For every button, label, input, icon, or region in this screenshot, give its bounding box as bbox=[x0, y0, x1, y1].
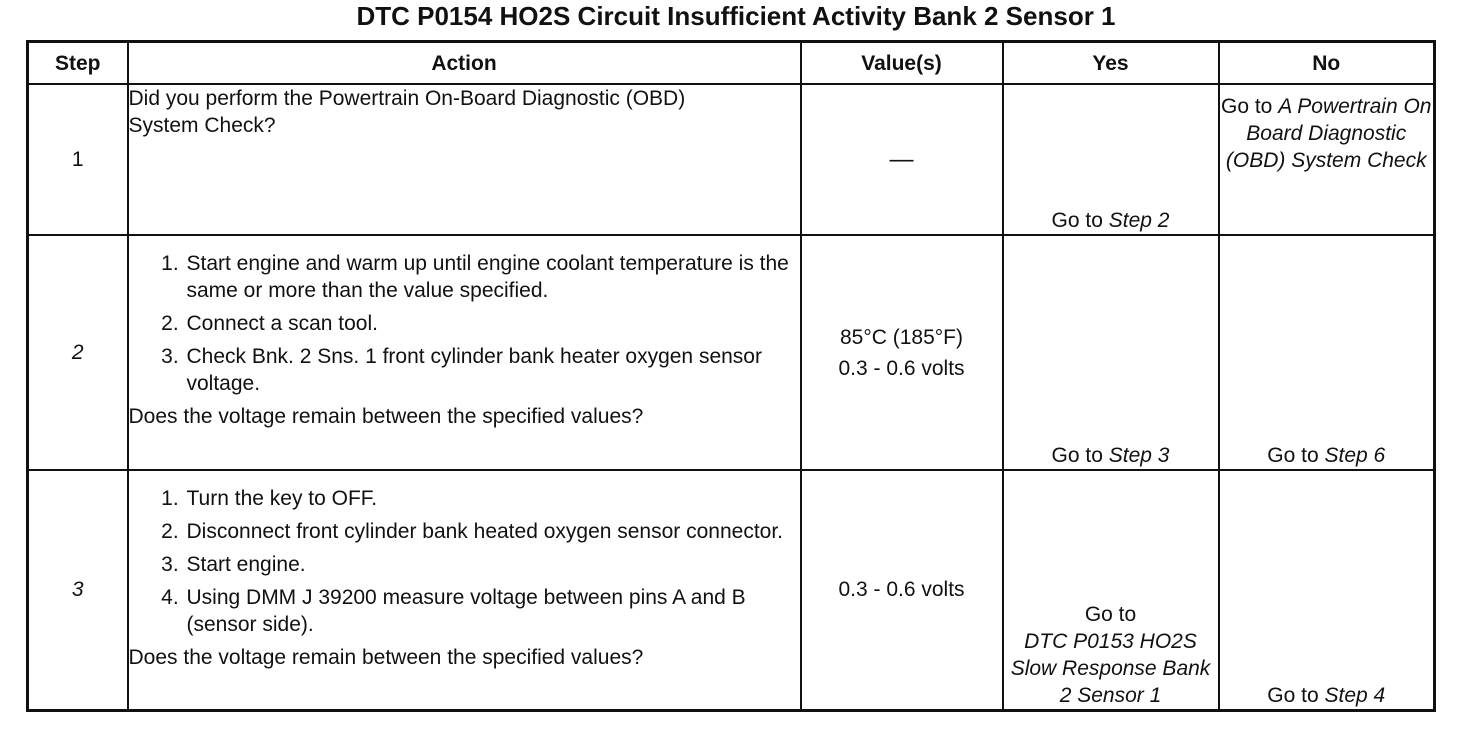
action-question: Does the voltage remain between the specified values? bbox=[128, 646, 644, 669]
step-number: 2 bbox=[28, 235, 128, 470]
action-item: 1. Start engine and warm up until engine coolant temperature is the same or more than the value specified. bbox=[185, 250, 800, 304]
action-cell bbox=[128, 470, 801, 710]
values-cell bbox=[801, 84, 1003, 235]
step-number: 1 bbox=[28, 84, 128, 235]
header-no: No bbox=[1219, 42, 1435, 85]
no-prefix: Go to bbox=[1221, 95, 1279, 118]
header-yes: Yes bbox=[1003, 42, 1219, 85]
header-values: Value(s) bbox=[801, 42, 1003, 85]
action-cell bbox=[128, 84, 801, 235]
value-dash: — bbox=[889, 145, 914, 173]
header-action: Action bbox=[128, 42, 801, 85]
yes-cell[interactable] bbox=[1003, 470, 1219, 710]
action-list bbox=[129, 485, 800, 638]
no-cell[interactable] bbox=[1219, 470, 1435, 710]
values-cell bbox=[801, 470, 1003, 710]
yes-link[interactable]: Step 2 bbox=[1108, 209, 1170, 232]
yes-link[interactable]: DTC P0153 HO2S Slow Response Bank 2 Sensor 1 bbox=[1010, 629, 1211, 707]
action-item: 2. Connect a scan tool. bbox=[185, 310, 800, 337]
yes-prefix: Go to bbox=[1084, 602, 1137, 626]
yes-cell[interactable] bbox=[1003, 84, 1219, 235]
yes-cell[interactable] bbox=[1003, 235, 1219, 470]
action-list bbox=[129, 250, 800, 397]
action-item: 2. Disconnect front cylinder bank heated oxygen sensor connector. bbox=[185, 518, 800, 545]
header-step: Step bbox=[28, 42, 128, 85]
action-item: 4. Using DMM J 39200 measure voltage between pins A and B (sensor side). bbox=[185, 584, 800, 638]
no-cell[interactable] bbox=[1219, 235, 1435, 470]
no-link[interactable]: Step 6 bbox=[1324, 444, 1386, 467]
table-row bbox=[28, 235, 1435, 470]
table-row bbox=[28, 84, 1435, 235]
value-temperature: 85°C (185°F) bbox=[839, 325, 963, 349]
action-item: 1. Turn the key to OFF. bbox=[185, 485, 800, 512]
yes-prefix: Go to bbox=[1051, 444, 1109, 467]
no-prefix: Go to bbox=[1267, 444, 1325, 467]
yes-link[interactable]: Step 3 bbox=[1108, 444, 1170, 467]
action-item: 3. Start engine. bbox=[185, 551, 800, 578]
value-voltage: 0.3 - 0.6 volts bbox=[838, 356, 965, 380]
yes-prefix: Go to bbox=[1051, 209, 1109, 232]
table-row bbox=[28, 470, 1435, 710]
no-prefix: Go to bbox=[1267, 683, 1325, 707]
diagnostic-table bbox=[26, 40, 1436, 712]
header-row bbox=[28, 42, 1435, 85]
no-link[interactable]: A Powertrain On Board Diagnostic (OBD) System Check bbox=[1225, 95, 1432, 172]
step-number: 3 bbox=[28, 470, 128, 710]
action-question: Did you perform the Powertrain On-Board Diagnostic (OBD) System Check? bbox=[128, 87, 686, 137]
values-cell bbox=[801, 235, 1003, 470]
action-item: 3. Check Bnk. 2 Sns. 1 front cylinder bank heater oxygen sensor voltage. bbox=[185, 343, 800, 397]
no-link[interactable]: Step 4 bbox=[1324, 683, 1386, 707]
action-cell bbox=[128, 235, 801, 470]
action-question: Does the voltage remain between the specified values? bbox=[128, 405, 644, 428]
no-cell[interactable] bbox=[1219, 84, 1435, 235]
document-title: DTC P0154 HO2S Circuit Insufficient Activity Bank 2 Sensor 1 bbox=[356, 1, 1116, 31]
value-voltage: 0.3 - 0.6 volts bbox=[838, 578, 965, 602]
